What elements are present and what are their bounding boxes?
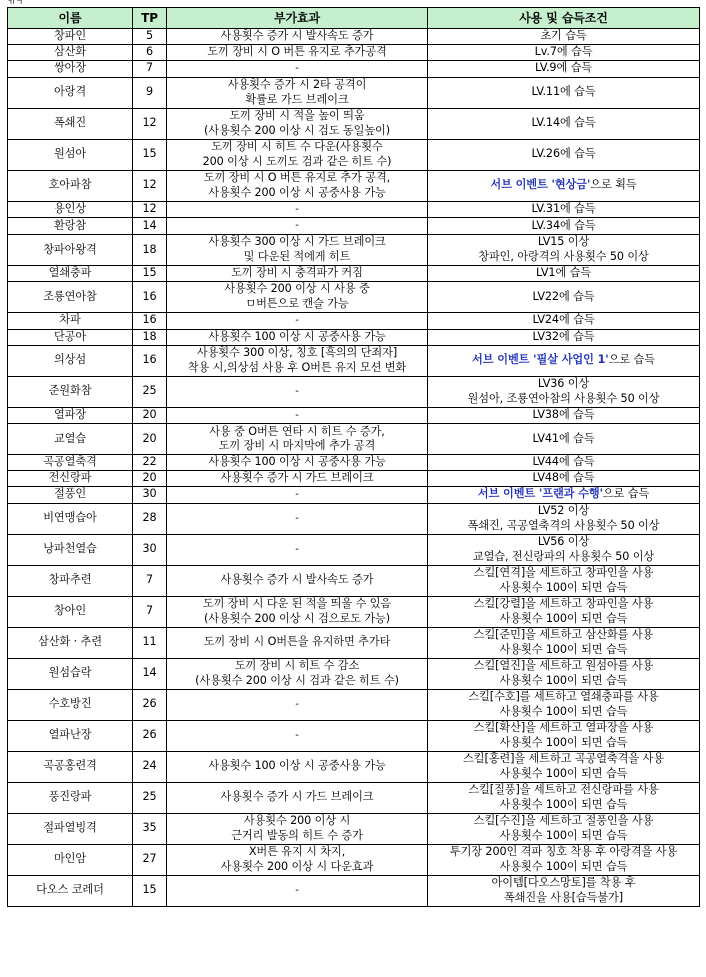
skill-tp: 12 (133, 201, 167, 218)
skill-name: 열쇄충파 (8, 266, 133, 282)
skill-tp: 20 (133, 471, 167, 487)
condition-line: LV.14에 습득 (531, 116, 596, 130)
skill-name: 열파난장 (8, 720, 133, 751)
header-name: 이름 (8, 8, 133, 29)
skill-effect (167, 170, 428, 201)
skill-name: 원섬습락 (8, 658, 133, 689)
effect-line: 사용횟수 300 이상 시 가드 브레이크 (208, 235, 386, 249)
condition-line: LV52 이상 (537, 503, 590, 517)
skill-condition (428, 471, 700, 487)
skill-tp: 11 (133, 627, 167, 658)
skill-name: 차파 (8, 312, 133, 329)
condition-line: 아이템[다오스망토]를 착용 후 (491, 875, 636, 889)
skill-name: 삼산화 · 추련 (8, 627, 133, 658)
skill-name: 다오스 코레더 (8, 875, 133, 906)
table-row (8, 844, 700, 875)
skill-name: 마인암 (8, 844, 133, 875)
condition-line: LV15 이상 (537, 235, 590, 249)
condition-line: 스킬[질풍]을 세트하고 전신랑파를 사용 (468, 782, 659, 796)
condition-line: LV48에 습득 (532, 471, 595, 485)
sub-event-name: 서브 이벤트 '프랜과 수행' (477, 487, 603, 501)
skill-effect (167, 782, 428, 813)
skill-effect (167, 77, 428, 108)
effect-line: 및 다운된 적에게 히트 (243, 250, 351, 264)
skill-condition (428, 60, 700, 77)
table-row (8, 77, 700, 108)
skill-condition (428, 312, 700, 329)
skill-effect (167, 235, 428, 266)
skill-tp: 7 (133, 596, 167, 627)
effect-line: - (295, 62, 299, 74)
condition-line: 스킬[열진]을 세트하고 원섬아를 사용 (473, 658, 654, 672)
table-row (8, 201, 700, 218)
effect-line: 도끼 장비 시 다운 된 적을 띄울 수 있음 (202, 596, 392, 610)
skill-effect (167, 689, 428, 720)
skill-tp: 26 (133, 720, 167, 751)
condition-line: LV1에 습득 (535, 266, 592, 280)
skill-effect (167, 875, 428, 906)
condition-line: 사용횟수 100이 되면 습득 (499, 859, 628, 873)
skill-effect (167, 844, 428, 875)
skill-effect (167, 29, 428, 45)
condition-line: 폭쇄진, 곡공열축격의 사용횟수 50 이상 (467, 518, 660, 532)
effect-line: 사용횟수 100 이상 시 공중사용 가능 (208, 455, 386, 469)
skill-name: 곡공열축격 (8, 455, 133, 471)
skill-tp: 9 (133, 77, 167, 108)
skill-tp: 28 (133, 503, 167, 534)
condition-line: 사용횟수 100이 되면 습득 (499, 611, 628, 625)
skill-condition (428, 627, 700, 658)
skill-name: 풍진랑파 (8, 782, 133, 813)
table-row (8, 534, 700, 565)
table-row (8, 503, 700, 534)
condition-line: 사용횟수 100이 되면 습득 (499, 828, 628, 842)
skill-effect (167, 407, 428, 424)
skill-name: 의상섬 (8, 345, 133, 376)
skill-tp: 35 (133, 813, 167, 844)
skill-effect (167, 751, 428, 782)
skill-name: 전신랑파 (8, 471, 133, 487)
table-row (8, 720, 700, 751)
skill-tp: 30 (133, 534, 167, 565)
skill-condition (428, 329, 700, 345)
skill-name: 창파추련 (8, 565, 133, 596)
skill-name: 삼산화 (8, 44, 133, 60)
condition-line: LV.31에 습득 (531, 202, 596, 216)
header-tp: TP (133, 8, 167, 29)
skill-name: 용인상 (8, 201, 133, 218)
skill-name: 절파열빙격 (8, 813, 133, 844)
effect-line: - (295, 314, 299, 326)
skill-effect (167, 345, 428, 376)
effect-line: 사용횟수 증가 시 가드 브레이크 (220, 471, 374, 485)
skill-tp: 25 (133, 376, 167, 407)
effect-line: - (295, 884, 299, 896)
skill-tp: 14 (133, 218, 167, 235)
effect-line: 도끼 장비 시 O 버튼 유지로 추가공격 (207, 44, 387, 58)
condition-line: LV.11에 습득 (531, 85, 596, 99)
skill-condition (428, 29, 700, 45)
skill-condition (428, 376, 700, 407)
skill-condition (428, 534, 700, 565)
skill-tp: 18 (133, 235, 167, 266)
skill-condition (428, 201, 700, 218)
condition-line: 사용횟수 100이 되면 습득 (499, 704, 628, 718)
skill-condition (428, 813, 700, 844)
table-row (8, 565, 700, 596)
skill-condition (428, 108, 700, 139)
skill-condition (428, 503, 700, 534)
effect-line: 사용횟수 200 이상 시 공중사용 가능 (208, 185, 386, 199)
skill-condition (428, 77, 700, 108)
effect-line: 도끼 장비 시 마지막에 추가 공격 (218, 439, 376, 453)
condition-line: 사용횟수 100이 되면 습득 (499, 673, 628, 687)
skill-tp: 12 (133, 170, 167, 201)
effect-line: X버튼 유지 시 차지, (248, 844, 346, 858)
skill-name: 아랑격 (8, 77, 133, 108)
condition-line: 스킬[홍련]을 세트하고 곡공열축격을 사용 (463, 751, 664, 765)
effect-line: (사용횟수 200 이상 시 검도 동일높이) (203, 123, 391, 137)
skill-name: 폭쇄진 (8, 108, 133, 139)
condition-line: LV56 이상 (537, 534, 590, 548)
table-row (8, 627, 700, 658)
skill-condition (428, 281, 700, 312)
header-row (8, 8, 700, 29)
condition-suffix: 으로 습득 (602, 487, 650, 501)
skill-effect (167, 424, 428, 455)
skill-tp: 18 (133, 329, 167, 345)
skill-name: 원섬아 (8, 139, 133, 170)
skill-tp: 22 (133, 455, 167, 471)
table-row (8, 345, 700, 376)
skill-effect (167, 108, 428, 139)
effect-line: - (295, 385, 299, 397)
skill-effect (167, 60, 428, 77)
skill-effect (167, 201, 428, 218)
condition-suffix: 으로 습득 (608, 353, 655, 367)
skill-name: 창파인 (8, 29, 133, 45)
skill-effect (167, 658, 428, 689)
effect-line: 사용횟수 200 이상 시 사용 중 (224, 282, 370, 296)
condition-line: 스킬[수진]을 세트하고 절풍인을 사용 (473, 813, 654, 827)
table-row (8, 281, 700, 312)
effect-line: 사용 중 O버튼 연타 시 히트 수 증가, (209, 424, 385, 438)
skill-name: 환랑참 (8, 218, 133, 235)
skill-condition (428, 455, 700, 471)
table-row (8, 312, 700, 329)
effect-line: 사용횟수 200 이상 시 (243, 813, 351, 827)
skill-condition (428, 486, 700, 503)
effect-line: 도끼 장비 시 O 버튼 유지로 추가 공격, (203, 170, 391, 184)
condition-line: 스킬[강렬]을 세트하고 창파인을 사용 (473, 596, 654, 610)
effect-line: ㅁ버튼으로 캔슬 가능 (245, 296, 349, 310)
skill-tp: 16 (133, 281, 167, 312)
skill-effect (167, 720, 428, 751)
condition-line: LV36 이상 (537, 376, 590, 390)
skill-name: 수호방진 (8, 689, 133, 720)
table-row (8, 471, 700, 487)
table-row (8, 596, 700, 627)
skill-name: 낭파천열습 (8, 534, 133, 565)
effect-line: - (295, 729, 299, 741)
skill-effect (167, 486, 428, 503)
header-effect: 부가효과 (167, 8, 428, 29)
table-row (8, 782, 700, 813)
effect-line: (사용횟수 200 이상 시 검과 같은 히트 수) (195, 673, 399, 687)
skill-condition (428, 266, 700, 282)
skill-tp: 20 (133, 407, 167, 424)
effect-line: 확률로 가드 브레이크 (245, 92, 349, 106)
effect-line: 사용횟수 증가 시 2타 공격이 (227, 77, 367, 91)
condition-line: LV32에 습득 (532, 329, 595, 343)
skill-effect (167, 281, 428, 312)
condition-line: LV.26에 습득 (531, 147, 596, 161)
table-row (8, 139, 700, 170)
condition-line: LV.34에 습득 (531, 218, 596, 232)
condition-line: LV.9에 습득 (534, 61, 593, 75)
condition-line: LV22에 습득 (532, 289, 595, 303)
condition-line: 사용횟수 100이 되면 습득 (499, 580, 628, 594)
skill-name: 창파아왕격 (8, 235, 133, 266)
table-row (8, 329, 700, 345)
skill-name: 곡공홍련격 (8, 751, 133, 782)
condition-line: LV24에 습득 (532, 313, 595, 327)
condition-line: 스킬[연격]을 세트하고 창파인을 사용 (473, 565, 654, 579)
skill-name: 비연맹습아 (8, 503, 133, 534)
effect-line: - (295, 203, 299, 215)
table-row (8, 875, 700, 906)
skill-tp: 14 (133, 658, 167, 689)
effect-line: - (295, 543, 299, 555)
effect-line: 도끼 장비 시 히트 수 감소 (234, 658, 360, 672)
skill-effect (167, 471, 428, 487)
skill-name: 호아파참 (8, 170, 133, 201)
effect-line: 도끼 장비 시 적을 높이 띄움 (229, 108, 365, 122)
skill-tp: 15 (133, 139, 167, 170)
skill-tp: 25 (133, 782, 167, 813)
condition-line: 폭쇄진을 사용[습득불가] (503, 890, 624, 904)
skill-effect (167, 627, 428, 658)
effect-line: 도끼 장비 시 히트 수 다운(사용횟수 (211, 139, 383, 153)
condition-suffix: 으로 획득 (590, 178, 637, 192)
skill-tp: 7 (133, 565, 167, 596)
table-row (8, 376, 700, 407)
skill-condition (428, 44, 700, 60)
effect-line: (사용횟수 200 이상 시 검으로도 가능) (203, 611, 391, 625)
table-row (8, 218, 700, 235)
skill-effect (167, 266, 428, 282)
skill-condition (428, 139, 700, 170)
skill-effect (167, 44, 428, 60)
skill-tp: 16 (133, 345, 167, 376)
condition-line: 교열습, 전신랑파의 사용횟수 50 이상 (472, 549, 655, 563)
table-row (8, 44, 700, 60)
table-row (8, 407, 700, 424)
skill-tp: 6 (133, 44, 167, 60)
condition-line: 스킬[수호]를 세트하고 열쇄충파를 사용 (468, 689, 659, 703)
skill-effect (167, 139, 428, 170)
condition-line: 사용횟수 100이 되면 습득 (499, 642, 628, 656)
skill-name: 쌍아장 (8, 60, 133, 77)
table-row (8, 170, 700, 201)
skill-condition (428, 424, 700, 455)
skill-condition (428, 751, 700, 782)
skill-effect (167, 596, 428, 627)
table-row (8, 751, 700, 782)
skill-name: 창아인 (8, 596, 133, 627)
skill-effect (167, 376, 428, 407)
condition-line: 스킬[준민]을 세트하고 삼산화를 사용 (473, 627, 654, 641)
header-condition: 사용 및 습득조건 (428, 8, 700, 29)
skill-effect (167, 218, 428, 235)
effect-line: - (295, 512, 299, 524)
skill-table-body (8, 29, 700, 907)
skill-name: 열파장 (8, 407, 133, 424)
table-row (8, 60, 700, 77)
skill-name: 절풍인 (8, 486, 133, 503)
skill-condition (428, 782, 700, 813)
skill-condition (428, 218, 700, 235)
condition-line: 스킬[확산]을 세트하고 열파장을 사용 (473, 720, 654, 734)
condition-line: LV44에 습득 (532, 455, 595, 469)
top-note: ㅠㅜ (8, 0, 26, 6)
skill-condition (428, 170, 700, 201)
skill-tp: 7 (133, 60, 167, 77)
table-row (8, 235, 700, 266)
table-row (8, 29, 700, 45)
skill-effect (167, 813, 428, 844)
table-row (8, 424, 700, 455)
condition-line: 사용횟수 100이 되면 습득 (499, 766, 628, 780)
skill-condition (428, 407, 700, 424)
effect-line: 근거리 발동의 히트 수 증가 (231, 828, 363, 842)
condition-line: LV41에 습득 (532, 431, 595, 445)
effect-line: 사용횟수 300 이상, 칭호 [흑의의 단죄자] (196, 345, 398, 359)
skill-condition (428, 565, 700, 596)
table-row (8, 813, 700, 844)
effect-line: 도끼 장비 시 충격파가 커짐 (231, 266, 363, 280)
condition-line: 초기 습득 (540, 29, 587, 42)
skill-name: 조룡연아참 (8, 281, 133, 312)
skill-tp: 27 (133, 844, 167, 875)
skill-effect (167, 312, 428, 329)
skill-effect (167, 329, 428, 345)
effect-line: 사용횟수 100 이상 시 공중사용 가능 (208, 759, 386, 773)
condition-line: 창파인, 아랑격의 사용횟수 50 이상 (478, 250, 649, 264)
skill-table (7, 7, 700, 907)
skill-condition (428, 720, 700, 751)
skill-condition (428, 658, 700, 689)
condition-line: 사용횟수 100이 되면 습득 (499, 797, 628, 811)
skill-tp: 15 (133, 266, 167, 282)
effect-line: 사용횟수 200 이상 시 다운효과 (220, 859, 374, 873)
sub-event-name: 서브 이벤트 '현상금' (490, 178, 591, 192)
skill-tp: 12 (133, 108, 167, 139)
skill-name: 단공아 (8, 329, 133, 345)
skill-tp: 5 (133, 29, 167, 45)
effect-line: 사용횟수 증가 시 가드 브레이크 (220, 790, 374, 804)
condition-line: LV38에 습득 (532, 408, 595, 422)
skill-tp: 16 (133, 312, 167, 329)
effect-line: - (295, 698, 299, 710)
sub-event-name: 서브 이벤트 '필살 사업인 1' (472, 353, 609, 367)
condition-line: 사용횟수 100이 되면 습득 (499, 735, 628, 749)
skill-effect (167, 565, 428, 596)
effect-line: 도끼 장비 시 O버튼을 유지하면 추가타 (203, 635, 391, 649)
table-row (8, 455, 700, 471)
skill-condition (428, 596, 700, 627)
effect-line: - (295, 409, 299, 421)
effect-line: 사용횟수 증가 시 발사속도 증가 (220, 573, 374, 587)
condition-line: 투기장 200인 격파 칭호 착용 후 아랑격을 사용 (449, 844, 678, 858)
skill-condition (428, 844, 700, 875)
table-row (8, 658, 700, 689)
table-row (8, 266, 700, 282)
skill-condition (428, 235, 700, 266)
skill-condition (428, 875, 700, 906)
table-row (8, 486, 700, 503)
effect-line: 사용횟수 증가 시 발사속도 증가 (220, 29, 374, 42)
skill-condition (428, 689, 700, 720)
effect-line: - (295, 220, 299, 232)
effect-line: - (295, 488, 299, 500)
skill-tp: 24 (133, 751, 167, 782)
condition-line: Lv.7에 습득 (534, 44, 593, 58)
skill-tp: 26 (133, 689, 167, 720)
skill-condition (428, 345, 700, 376)
skill-name: 준원화참 (8, 376, 133, 407)
table-row (8, 689, 700, 720)
skill-effect (167, 503, 428, 534)
skill-effect (167, 534, 428, 565)
condition-line: 원섬아, 조룡연아참의 사용횟수 50 이상 (467, 391, 660, 405)
effect-line: 200 이상 시 도끼도 검과 같은 히트 수) (202, 154, 392, 168)
skill-name: 교열습 (8, 424, 133, 455)
table-row (8, 108, 700, 139)
effect-line: 사용횟수 100 이상 시 공중사용 가능 (208, 329, 386, 343)
effect-line: 착용 시,의상섬 사용 후 O버튼 유지 모션 변화 (187, 360, 407, 374)
skill-tp: 15 (133, 875, 167, 906)
skill-tp: 30 (133, 486, 167, 503)
skill-tp: 20 (133, 424, 167, 455)
skill-effect (167, 455, 428, 471)
